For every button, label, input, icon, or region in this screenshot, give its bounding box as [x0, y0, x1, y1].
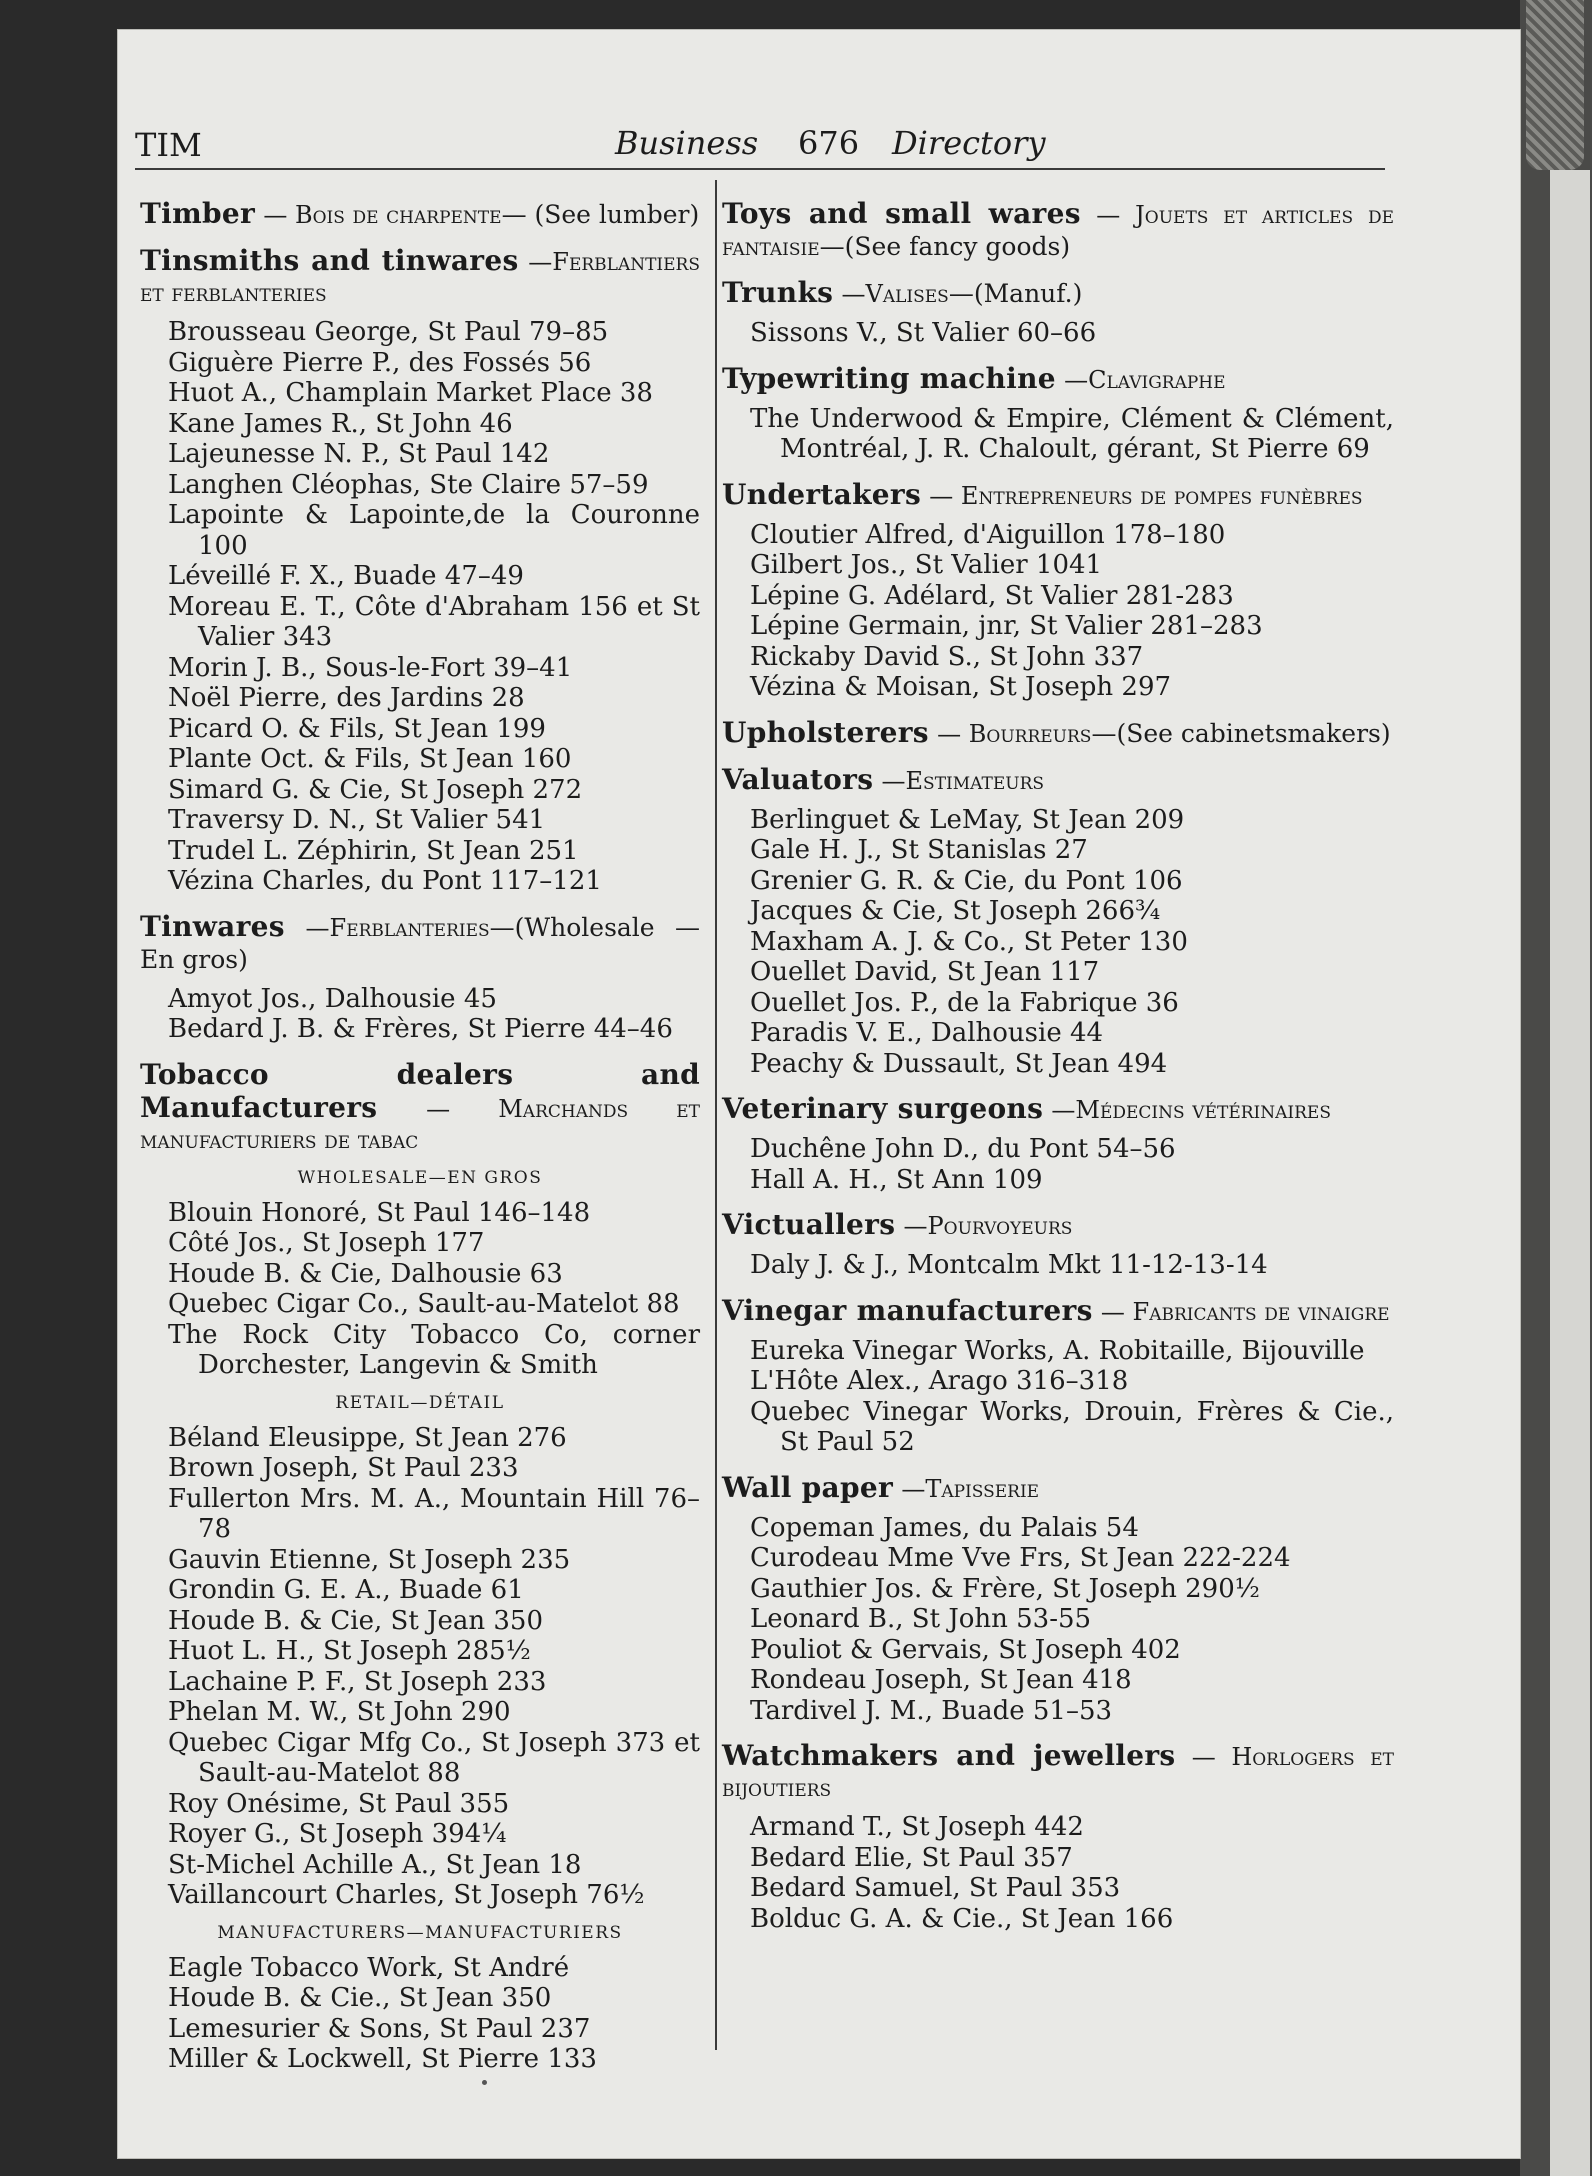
section-french-title: —Tapisserie	[901, 1474, 1040, 1503]
section-title: Tinsmiths and tinwares	[140, 244, 519, 277]
book-spine-edge	[1520, 0, 1592, 2176]
entry-list	[722, 1134, 1394, 1195]
directory-entry: Brown Joseph, St Paul 233	[168, 1453, 519, 1483]
section-french-title: — Bourreurs	[937, 719, 1092, 748]
directory-entry: Fullerton Mrs. M. A., Mountain Hill 76–78	[168, 1483, 700, 1544]
directory-entry: The Rock City Tobacco Co, corner Dorchester, Langevin & Smith	[168, 1319, 700, 1380]
directory-entry: Langhen Cléophas, Ste Claire 57–59	[168, 469, 649, 500]
section-title: Timber	[140, 197, 256, 230]
section-heading	[140, 911, 700, 976]
section-title: Victuallers	[722, 1208, 896, 1241]
section-title: Upholsterers	[722, 715, 929, 749]
entry-list	[140, 984, 700, 1045]
directory-entry: Eureka Vinegar Works, A. Robitaille, Bijouville	[750, 1335, 1365, 1366]
directory-entry: Phelan M. W., St John 290	[168, 1697, 511, 1727]
directory-entry: Houde B. & Cie, Dalhousie 63	[168, 1258, 563, 1289]
entry-list	[722, 318, 1394, 349]
entry-list	[140, 1198, 700, 1381]
directory-entry: Quebec Vinegar Works, Drouin, Frères & Cie., St Paul 52	[750, 1396, 1394, 1457]
directory-entry: Pouliot & Gervais, St Joseph 402	[750, 1634, 1181, 1665]
directory-section	[722, 1740, 1394, 1934]
directory-section	[722, 764, 1394, 1080]
directory-section	[140, 245, 700, 897]
header-business: Business	[615, 124, 759, 162]
section-note: —(See fancy goods)	[819, 232, 1071, 261]
section-french-title: —Pourvoyeurs	[903, 1212, 1073, 1240]
directory-entry: Eagle Tobacco Work, St André	[168, 1952, 570, 1983]
entry-list	[140, 1423, 700, 1911]
entry-list	[722, 520, 1394, 703]
directory-entry: Curodeau Mme Vve Frs, St Jean 222-224	[750, 1543, 1291, 1573]
directory-entry: Peachy & Dussault, St Jean 494	[750, 1048, 1168, 1079]
directory-entry: Gauthier Jos. & Frère, St Joseph 290½	[750, 1573, 1260, 1604]
directory-section	[722, 198, 1394, 263]
section-title: Veterinary surgeons	[722, 1092, 1044, 1125]
section-heading	[722, 198, 1394, 263]
directory-entry: Daly J. & J., Montcalm Mkt 11-12-13-14	[750, 1250, 1268, 1280]
directory-entry: Houde B. & Cie, St Jean 350	[168, 1605, 544, 1636]
section-heading	[722, 1295, 1394, 1328]
directory-entry: Kane James R., St John 46	[168, 408, 513, 439]
section-title: Watchmakers and jewellers	[722, 1739, 1176, 1772]
directory-entry: Bolduc G. A. & Cie., St Jean 166	[750, 1903, 1174, 1934]
directory-entry: Bedard Samuel, St Paul 353	[750, 1873, 1121, 1903]
directory-entry: Tardivel J. M., Buade 51–53	[750, 1695, 1113, 1726]
section-french-title: —Clavigraphe	[1064, 365, 1226, 394]
directory-entry: Paradis V. E., Dalhousie 44	[750, 1018, 1104, 1048]
section-note: —(See cabinetsmakers)	[1091, 718, 1391, 748]
directory-entry: Moreau E. T., Côte d'Abraham 156 et St Valier 343	[168, 591, 700, 652]
section-french-title: —Estimateurs	[881, 766, 1045, 795]
binding-cloth	[1526, 0, 1584, 170]
directory-entry: Cloutier Alfred, d'Aiguillon 178–180	[750, 519, 1226, 550]
directory-entry: Gale H. J., St Stanislas 27	[750, 835, 1088, 865]
directory-entry: Quebec Cigar Co., Sault-au-Matelot 88	[168, 1289, 680, 1319]
section-note: — (See lumber)	[501, 200, 700, 229]
directory-entry: Giguère Pierre P., des Fossés 56	[168, 347, 592, 378]
entry-list	[722, 1250, 1394, 1281]
section-french-title: —Valises	[841, 280, 949, 308]
entry-list	[722, 1513, 1394, 1727]
directory-entry: Miller & Lockwell, St Pierre 133	[168, 2044, 597, 2074]
section-french-title: — Marchands et manufacturiers de tabac	[140, 1094, 701, 1154]
section-heading	[722, 1740, 1394, 1804]
directory-entry: Lépine G. Adélard, St Valier 281-283	[750, 580, 1234, 611]
entry-list	[140, 317, 700, 897]
column-divider	[715, 180, 717, 2050]
section-title: Toys and small wares	[722, 197, 1081, 230]
section-heading	[722, 717, 1394, 750]
directory-entry: L'Hôte Alex., Arago 316–318	[750, 1366, 1129, 1396]
page-header	[135, 122, 1385, 170]
directory-entry: Ouellet Jos. P., de la Fabrique 36	[750, 987, 1179, 1018]
section-title: Valuators	[722, 762, 874, 796]
section-french-title: —Médecins vétérinaires	[1051, 1096, 1331, 1124]
section-french-title: —Ferblanteries	[305, 913, 490, 942]
directory-entry: Picard O. & Fils, St Jean 199	[168, 713, 546, 744]
page-number: 676	[798, 124, 860, 162]
directory-entry: Rondeau Joseph, St Jean 418	[750, 1665, 1132, 1695]
section-heading	[722, 1209, 1394, 1242]
directory-entry: Rickaby David S., St John 337	[750, 641, 1144, 672]
section-french-title: — Fabricants de vinaigre	[1100, 1297, 1390, 1326]
directory-entry: Roy Onésime, St Paul 355	[168, 1788, 510, 1819]
section-title: Vinegar manufacturers	[722, 1293, 1093, 1327]
directory-entry: Bedard Elie, St Paul 357	[750, 1842, 1073, 1873]
directory-entry: St-Michel Achille A., St Jean 18	[168, 1849, 582, 1880]
directory-section	[722, 277, 1394, 349]
directory-entry: Vaillancourt Charles, St Joseph 76½	[168, 1880, 645, 1910]
subsection-heading: WHOLESALE—EN GROS	[297, 1167, 543, 1188]
entry-list	[722, 1336, 1394, 1458]
section-heading	[722, 1472, 1394, 1505]
directory-entry: Quebec Cigar Mfg Co., St Joseph 373 et Sault-au-Matelot 88	[168, 1727, 700, 1788]
directory-entry: Jacques & Cie, St Joseph 266¾	[750, 896, 1161, 926]
directory-entry: Léveillé F. X., Buade 47–49	[168, 561, 524, 591]
directory-entry: Amyot Jos., Dalhousie 45	[168, 983, 497, 1014]
directory-section	[140, 198, 700, 231]
directory-section	[140, 1059, 700, 2075]
directory-entry: Copeman James, du Palais 54	[750, 1512, 1139, 1543]
section-french-title: — Jouets et articles de fantaisie	[722, 201, 1395, 261]
subsection-heading: RETAIL—DÉTAIL	[335, 1392, 505, 1413]
directory-entry: Lachaine P. F., St Joseph 233	[168, 1666, 547, 1697]
directory-entry: Vézina & Moisan, St Joseph 297	[750, 672, 1172, 702]
section-french-title: — Bois de charpente	[263, 201, 502, 229]
directory-entry: Sissons V., St Valier 60–66	[750, 318, 1097, 348]
directory-entry: Ouellet David, St Jean 117	[750, 957, 1100, 987]
directory-section	[722, 1209, 1394, 1281]
directory-entry: Béland Eleusippe, St Jean 276	[168, 1422, 567, 1453]
section-heading	[722, 1093, 1394, 1126]
directory-entry: Noël Pierre, des Jardins 28	[168, 683, 525, 713]
directory-section	[722, 717, 1394, 750]
section-heading	[140, 245, 700, 309]
section-french-title: — Entrepreneurs de pompes funèbres	[929, 481, 1363, 510]
directory-entry: Maxham A. J. & Co., St Peter 130	[750, 926, 1188, 957]
entry-list	[140, 1953, 700, 2075]
directory-entry: Huot A., Champlain Market Place 38	[168, 378, 653, 408]
header-abbreviation: TIM	[135, 126, 202, 164]
directory-entry: Gilbert Jos., St Valier 1041	[750, 550, 1103, 580]
directory-entry: Traversy D. N., St Valier 541	[168, 805, 546, 835]
directory-section	[140, 911, 700, 1045]
directory-entry: Simard G. & Cie, St Joseph 272	[168, 774, 583, 805]
directory-entry: Brousseau George, St Paul 79–85	[168, 317, 609, 347]
directory-section	[722, 1093, 1394, 1195]
directory-entry: Lapointe & Lapointe,de la Couronne 100	[168, 500, 700, 561]
directory-entry: Hall A. H., St Ann 109	[750, 1164, 1043, 1195]
directory-entry: Trudel L. Zéphirin, St Jean 251	[168, 835, 579, 866]
subsection-heading: MANUFACTURERS—MANUFACTURIERS	[217, 1922, 623, 1943]
section-heading	[722, 277, 1394, 310]
section-title: Wall paper	[722, 1470, 894, 1504]
header-directory: Directory	[892, 124, 1046, 162]
right-column	[722, 198, 1394, 1948]
directory-entry: Lemesurier & Sons, St Paul 237	[168, 2013, 591, 2044]
section-heading	[722, 764, 1394, 797]
directory-section	[722, 363, 1394, 465]
entry-list	[722, 1812, 1394, 1934]
entry-list	[722, 805, 1394, 1080]
directory-entry: Duchêne John D., du Pont 54–56	[750, 1134, 1176, 1164]
left-column	[140, 198, 700, 2089]
section-title: Undertakers	[722, 477, 922, 511]
directory-entry: Leonard B., St John 53-55	[750, 1604, 1092, 1634]
directory-entry: Vézina Charles, du Pont 117–121	[168, 866, 602, 896]
section-heading	[140, 1059, 700, 1156]
directory-entry: Côté Jos., St Joseph 177	[168, 1228, 485, 1258]
section-title: Tinwares	[140, 909, 285, 943]
directory-entry: Lépine Germain, jnr, St Valier 281–283	[750, 611, 1263, 641]
directory-entry: Gauvin Etienne, St Joseph 235	[168, 1544, 571, 1575]
directory-entry: Huot L. H., St Joseph 285½	[168, 1636, 531, 1666]
directory-entry: Blouin Honoré, St Paul 146–148	[168, 1197, 591, 1228]
entry-list	[722, 404, 1394, 465]
directory-section	[722, 1472, 1394, 1727]
section-note: —(Wholesale —En gros)	[140, 912, 700, 974]
directory-section	[722, 1295, 1394, 1458]
section-heading	[722, 479, 1394, 512]
directory-entry: Lajeunesse N. P., St Paul 142	[168, 439, 550, 469]
section-heading	[722, 363, 1394, 396]
directory-entry: Houde B. & Cie., St Jean 350	[168, 1983, 552, 2013]
directory-entry: Bedard J. B. & Frères, St Pierre 44–46	[168, 1014, 673, 1044]
section-heading	[140, 198, 700, 231]
section-french-title: —Ferblantiers et ferblanteries	[140, 248, 701, 307]
section-title: Tobacco dealers and Manufacturers	[140, 1057, 700, 1124]
directory-entry: The Underwood & Empire, Clément & Clément, Montréal, J. R. Chaloult, gérant, St Pierre 69	[750, 403, 1394, 464]
page-edge-stack	[1550, 170, 1590, 2176]
directory-entry: Berlinguet & LeMay, St Jean 209	[750, 804, 1185, 835]
ink-speck	[482, 2080, 487, 2085]
section-note: —(Manuf.)	[948, 279, 1083, 308]
directory-entry: Grenier G. R. & Cie, du Pont 106	[750, 865, 1183, 896]
directory-entry: Royer G., St Joseph 394¼	[168, 1819, 507, 1849]
section-title: Typewriting machine	[722, 361, 1056, 395]
directory-entry: Morin J. B., Sous-le-Fort 39–41	[168, 652, 573, 683]
section-french-title: — Horlogers et bijoutiers	[722, 1743, 1394, 1802]
directory-section	[722, 479, 1394, 703]
directory-entry: Grondin G. E. A., Buade 61	[168, 1575, 524, 1605]
directory-entry: Plante Oct. & Fils, St Jean 160	[168, 744, 572, 774]
directory-entry: Armand T., St Joseph 442	[750, 1812, 1084, 1842]
section-title: Trunks	[722, 276, 834, 309]
